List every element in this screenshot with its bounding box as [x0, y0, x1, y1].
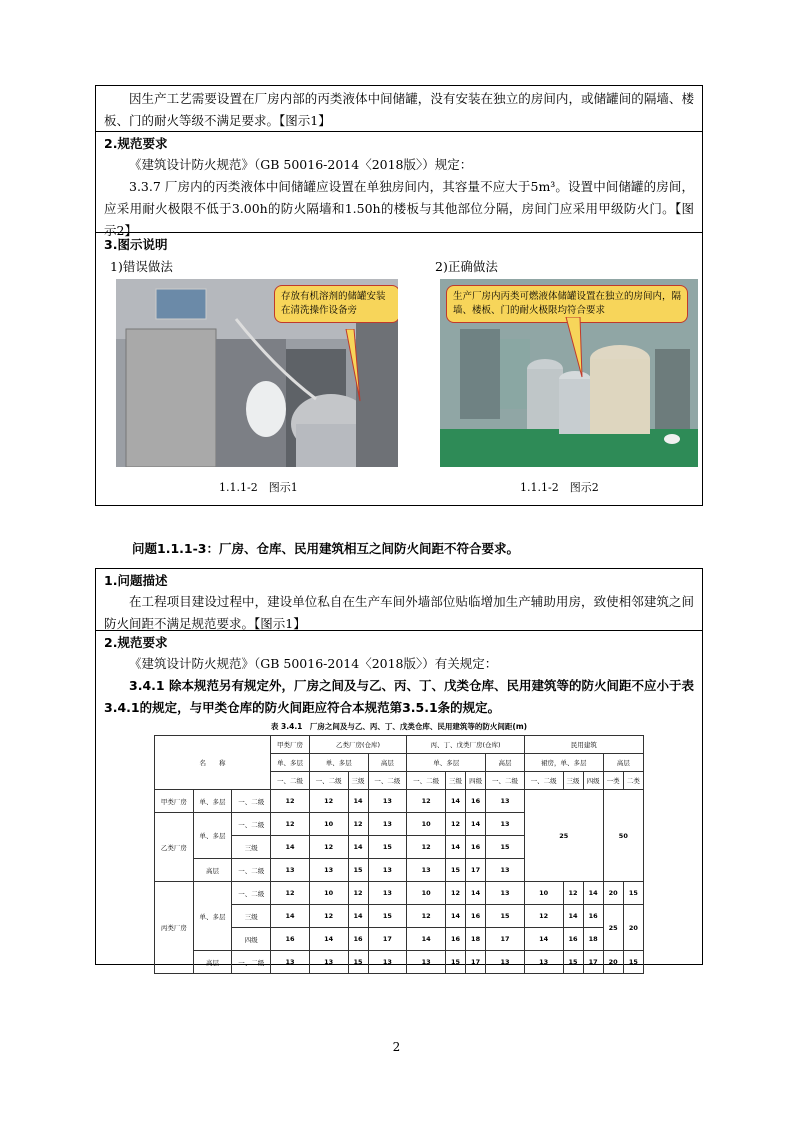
th-grade: 一、二级 [407, 772, 446, 790]
wrong-practice-photo [116, 279, 398, 467]
requirement2-source: 《建筑设计防火规范》（GB 50016-2014〈2018版〉）有关规定： [129, 656, 498, 671]
th-grade: 四级 [466, 772, 486, 790]
th-grade: 一、二级 [486, 772, 525, 790]
cell: 15 [623, 951, 643, 974]
cell: 50 [603, 790, 643, 882]
cell: 15 [348, 859, 368, 882]
cell: 17 [486, 928, 525, 951]
th-qun: 裙房，单、多层 [524, 754, 603, 772]
cell: 14 [271, 836, 310, 859]
th-grade: 一、二级 [271, 772, 310, 790]
cell: 15 [368, 905, 407, 928]
th-grade: 一、二级 [368, 772, 407, 790]
requirement-source: 《建筑设计防火规范》（GB 50016-2014〈2018版〉）规定： [129, 157, 473, 172]
row-sub: 高层 [193, 859, 232, 882]
th-dan: 单、多层 [407, 754, 486, 772]
th-gao: 高层 [368, 754, 407, 772]
cell: 14 [407, 928, 446, 951]
cell: 13 [486, 813, 525, 836]
requirement-heading: 2.规范要求 [104, 136, 168, 151]
table-row [155, 882, 644, 905]
figure-row [96, 233, 702, 505]
row-head: 丙类厂房 [155, 882, 194, 974]
row-grade: 一、二级 [232, 882, 271, 905]
cell: 14 [466, 813, 486, 836]
cell: 13 [271, 859, 310, 882]
th-gao: 高层 [486, 754, 525, 772]
cell: 15 [563, 951, 583, 974]
cell: 17 [466, 951, 486, 974]
cell: 12 [445, 882, 465, 905]
cell: 17 [368, 928, 407, 951]
th-jia: 甲类厂房 [271, 736, 310, 754]
cell: 12 [407, 790, 446, 813]
th-name: 名 称 [155, 736, 271, 790]
cell: 16 [348, 928, 368, 951]
cell: 13 [309, 951, 348, 974]
cell: 16 [466, 790, 486, 813]
row-head: 甲类厂房 [155, 790, 194, 813]
cell: 10 [309, 813, 348, 836]
row-grade: 三级 [232, 905, 271, 928]
row-sub: 高层 [193, 951, 232, 974]
upper-table [95, 85, 703, 506]
cell: 20 [623, 905, 643, 951]
table-row [155, 790, 644, 813]
cell: 16 [271, 928, 310, 951]
row-sub: 单、多层 [193, 882, 232, 951]
row-head: 乙类厂房 [155, 813, 194, 882]
caption-right: 1.1.1-2 图示2 [520, 481, 599, 494]
row-sub: 单、多层 [193, 790, 232, 813]
requirement2-row [96, 631, 702, 967]
cell: 25 [524, 790, 603, 882]
cell: 12 [309, 836, 348, 859]
cell: 15 [623, 882, 643, 905]
cell: 13 [486, 951, 525, 974]
cell: 16 [466, 836, 486, 859]
requirement-clause: 3.3.7 厂房内的丙类液体中间储罐应设置在单独房间内，其容量不应大于5m³。设置中间储罐的房间，应采用耐火极限不低于3.00h的防火隔墙和1.50h的楼板与其他部位分隔，房间门应采用甲级防火门。【图示2】 [104, 179, 694, 238]
cell: 14 [348, 905, 368, 928]
cell: 14 [524, 928, 563, 951]
cell: 13 [524, 951, 563, 974]
th-class: 一类 [603, 772, 623, 790]
cell: 14 [309, 928, 348, 951]
desc-row [96, 569, 702, 631]
row-sub: 单、多层 [193, 813, 232, 859]
problem-desc-row [96, 86, 702, 132]
cell: 14 [348, 790, 368, 813]
th-class: 二类 [623, 772, 643, 790]
th-grade: 一、二级 [309, 772, 348, 790]
cell: 12 [407, 905, 446, 928]
cell: 12 [271, 790, 310, 813]
cell: 10 [407, 882, 446, 905]
th-dan: 单、多层 [271, 754, 310, 772]
cell: 12 [271, 813, 310, 836]
cell: 13 [486, 859, 525, 882]
desc-text: 在工程项目建设过程中，建设单位私自在生产车间外墙部位贴临增加生产辅助用房，致使相邻建筑之间防火间距不满足规范要求。【图示1】 [104, 594, 694, 631]
cell: 10 [524, 882, 563, 905]
cell: 14 [348, 836, 368, 859]
cell: 13 [368, 951, 407, 974]
th-bing: 丙、丁、戊类厂房(仓库) [407, 736, 525, 754]
requirement-row [96, 132, 702, 238]
th-yi: 乙类厂房(仓库) [309, 736, 406, 754]
th-grade: 四级 [583, 772, 603, 790]
cell: 12 [348, 882, 368, 905]
th-grade: 三级 [445, 772, 465, 790]
cell: 14 [445, 905, 465, 928]
cell: 12 [309, 905, 348, 928]
cell: 10 [309, 882, 348, 905]
row-grade: 四级 [232, 928, 271, 951]
cell: 20 [603, 882, 623, 905]
figure-heading: 3.图示说明 [104, 237, 168, 252]
lower-table [95, 568, 703, 965]
row-grade: 一、二级 [232, 790, 271, 813]
th-grade: 三级 [348, 772, 368, 790]
requirement2-clause: 3.4.1 除本规范另有规定外，厂房之间及与乙、丙、丁、戊类仓库、民用建筑等的防火间距不应小于表3.4.1的规定，与甲类仓库的防火间距应符合本规范第3.5.1条的规定。 [104, 678, 694, 715]
problem-text: 因生产工艺需要设置在厂房内部的丙类液体中间储罐，没有安装在独立的房间内，或储罐间的隔墙、楼板、门的耐火等级不满足要求。【图示1】 [104, 91, 694, 128]
wrong-practice-label: 1)错误做法 [110, 259, 173, 274]
cell: 14 [445, 836, 465, 859]
cell: 17 [583, 951, 603, 974]
cell: 14 [583, 882, 603, 905]
table-title: 表 3.4.1 厂房之间及与乙、丙、丁、戊类仓库、民用建筑等的防火间距(m) [270, 722, 528, 731]
th-grade: 一、二级 [524, 772, 563, 790]
right-callout: 生产厂房内丙类可燃液体储罐设置在独立的房间内，隔墙、楼板、门的耐火极限均符合要求 [446, 285, 688, 323]
cell: 12 [563, 882, 583, 905]
cell: 15 [486, 905, 525, 928]
cell: 12 [445, 813, 465, 836]
fire-distance-table [154, 721, 644, 974]
cell: 13 [368, 859, 407, 882]
cell: 14 [445, 790, 465, 813]
right-practice-photo [440, 279, 698, 467]
cell: 13 [368, 790, 407, 813]
cell: 16 [583, 905, 603, 928]
cell: 12 [524, 905, 563, 928]
cell: 15 [486, 836, 525, 859]
cell: 12 [271, 882, 310, 905]
cell: 15 [368, 836, 407, 859]
cell: 16 [445, 928, 465, 951]
row-grade: 一、二级 [232, 951, 271, 974]
cell: 14 [466, 882, 486, 905]
cell: 14 [563, 905, 583, 928]
cell: 13 [271, 951, 310, 974]
cell: 25 [603, 905, 623, 951]
th-gao: 高层 [603, 754, 643, 772]
cell: 12 [407, 836, 446, 859]
th-dan: 单、多层 [309, 754, 368, 772]
cell: 13 [368, 813, 407, 836]
cell: 17 [466, 859, 486, 882]
cell: 15 [445, 859, 465, 882]
cell: 13 [407, 859, 446, 882]
row-grade: 一、二级 [232, 859, 271, 882]
caption-left: 1.1.1-2 图示1 [219, 481, 298, 494]
cell: 15 [348, 951, 368, 974]
cell: 18 [583, 928, 603, 951]
cell: 10 [407, 813, 446, 836]
cell: 16 [466, 905, 486, 928]
desc-heading: 1.问题描述 [104, 573, 168, 588]
cell: 13 [407, 951, 446, 974]
row-grade: 三级 [232, 836, 271, 859]
cell: 13 [309, 859, 348, 882]
cell: 20 [603, 951, 623, 974]
cell: 13 [486, 790, 525, 813]
right-practice-label: 2)正确做法 [435, 259, 498, 274]
table-row [155, 951, 644, 974]
cell: 16 [563, 928, 583, 951]
cell: 13 [486, 882, 525, 905]
cell: 13 [368, 882, 407, 905]
cell: 18 [466, 928, 486, 951]
cell: 12 [309, 790, 348, 813]
row-grade: 一、二级 [232, 813, 271, 836]
wrong-callout: 存放有机溶剂的储罐安装在清洗操作设备旁 [274, 285, 398, 323]
cell: 12 [348, 813, 368, 836]
th-grade: 三级 [563, 772, 583, 790]
cell: 15 [445, 951, 465, 974]
th-min: 民用建筑 [524, 736, 643, 754]
issue-title: 问题1.1.1-3：厂房、仓库、民用建筑相互之间防火间距不符合要求。 [132, 541, 519, 556]
cell: 14 [271, 905, 310, 928]
page-number: 2 [392, 1040, 401, 1054]
requirement2-heading: 2.规范要求 [104, 635, 168, 650]
